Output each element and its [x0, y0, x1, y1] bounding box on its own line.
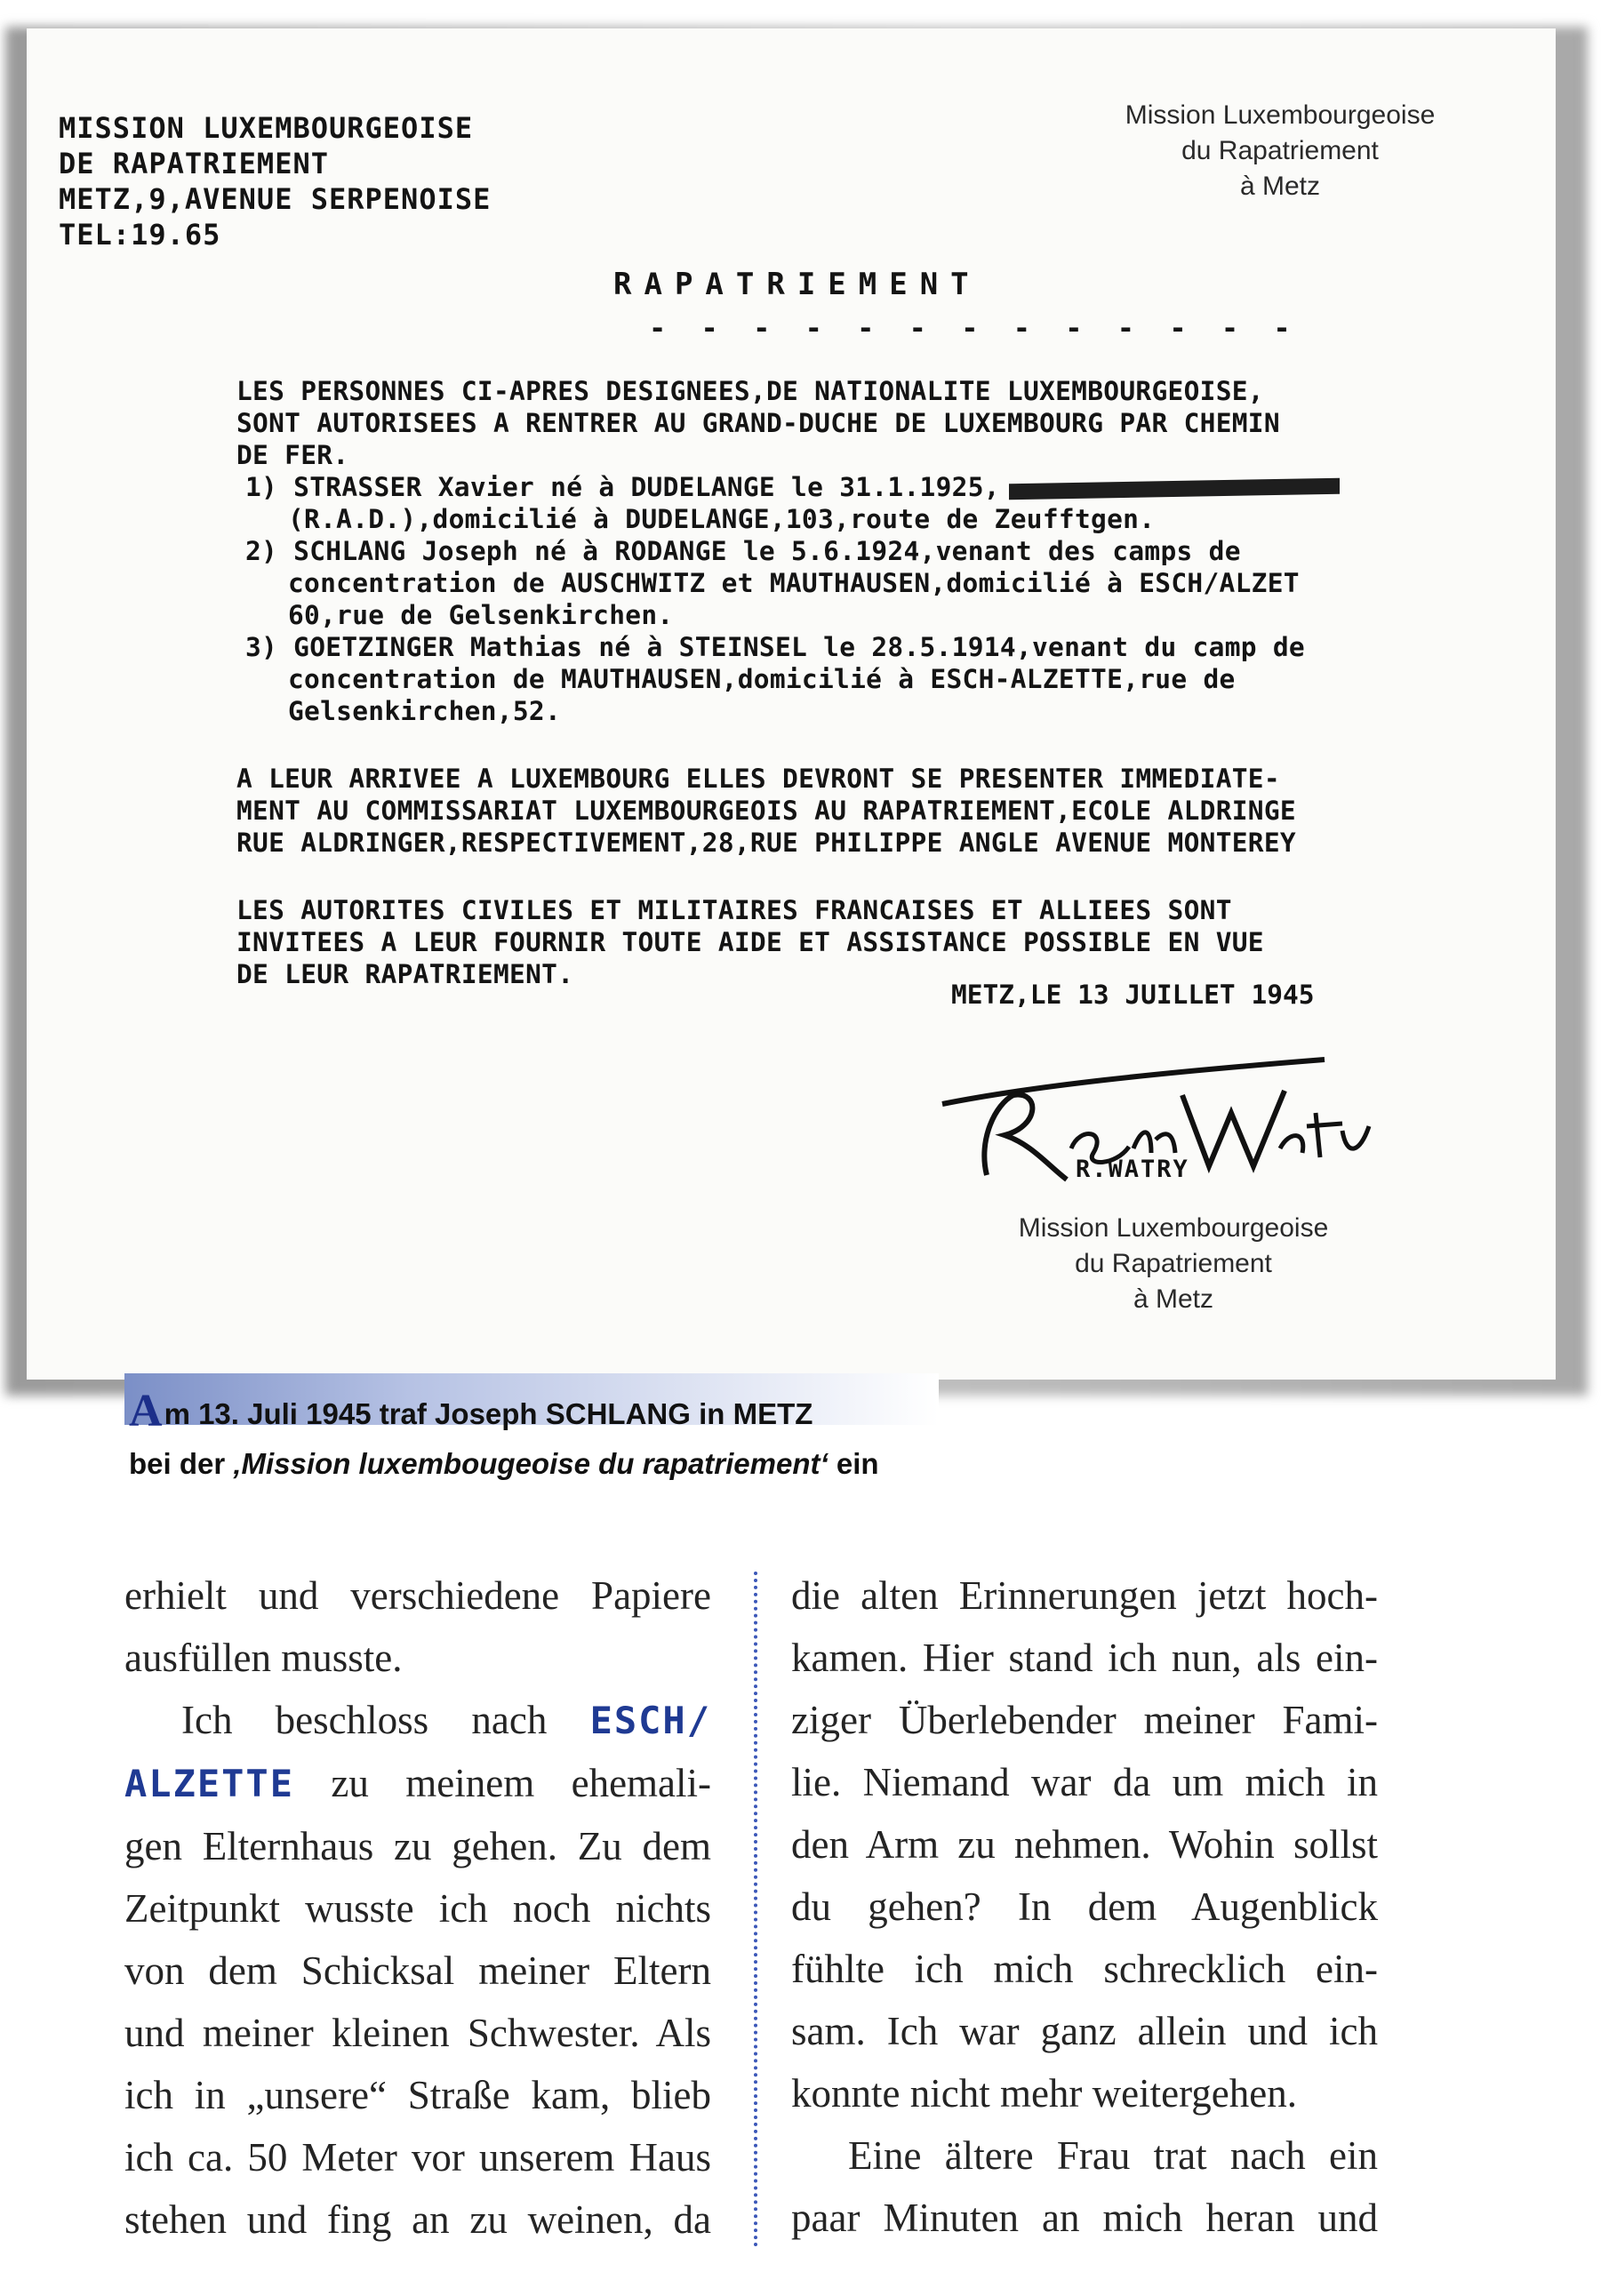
text-line: du gehen? In dem Augenblick — [791, 1884, 1378, 1929]
letterhead-line: MISSION LUXEMBOURGEOISE — [59, 111, 474, 145]
caption-initial: A — [129, 1386, 163, 1436]
stamp-line: à Metz — [1133, 1284, 1214, 1314]
instruction-line: RUE ALDRINGER,RESPECTIVEMENT,28,RUE PHILIPPE ANGLE AVENUE MONTEREY — [236, 828, 1296, 858]
document-body — [236, 375, 1534, 990]
caption-quote: ‚Mission luxembougeoise du rapatriement‘ — [233, 1447, 829, 1480]
person-1-line: (R.A.D.),domicilié à DUDELANGE,103,route de Zeufftgen. — [288, 504, 1156, 534]
authorities-line: LES AUTORITES CIVILES ET MILITAIRES FRANCAISES ET ALLIEES SONT — [236, 895, 1232, 925]
text-line: gen Elternhaus zu gehen. Zu dem — [124, 1824, 711, 1868]
text-line: ziger Überlebender meiner Fami- — [791, 1698, 1378, 1742]
text-fragment: zu meinem ehemali- — [331, 1761, 712, 1805]
instruction-line: MENT AU COMMISSARIAT LUXEMBOURGEOIS AU RAPATRIEMENT,ECOLE ALDRINGE — [236, 796, 1296, 826]
stamp-line: Mission Luxembourgeoise — [1018, 1213, 1329, 1243]
text-line: lie. Niemand war da um mich in — [791, 1760, 1378, 1804]
intro-line: DE FER. — [236, 440, 349, 470]
text-line: ausfüllen musste. — [124, 1636, 403, 1680]
text-line: und meiner kleinen Schwester. Als — [124, 2011, 711, 2055]
person-2-line: 60,rue de Gelsenkirchen. — [288, 600, 674, 630]
caption-line-1 — [129, 1387, 1018, 1439]
text-line: paar Minuten an mich heran und — [791, 2196, 1378, 2240]
place-name: ESCH/ — [589, 1699, 712, 1742]
instruction-line: A LEUR ARRIVEE A LUXEMBOURG ELLES DEVRONT SE PRESENTER IMMEDIATE- — [236, 764, 1280, 794]
caption-text: bei der — [129, 1447, 234, 1480]
text-line: kamen. Hier stand ich nun, als ein- — [791, 1636, 1378, 1680]
text-line: ich in „unsere“ Straße kam, blieb — [124, 2073, 711, 2117]
title-underline: - - - - - - - - - - - - - — [649, 311, 1300, 345]
text-line: die alten Erinnerungen jetzt hoch- — [791, 1573, 1378, 1618]
redaction-bar — [1009, 477, 1340, 499]
stamp-top — [1076, 98, 1485, 204]
repatriation-document — [27, 28, 1556, 1380]
text-line — [124, 1752, 711, 1815]
date-line: METZ,LE 13 JUILLET 1945 — [951, 980, 1315, 1010]
letterhead-line: TEL:19.65 — [59, 218, 221, 252]
text-line: Zeitpunkt wusste ich noch nichts — [124, 1886, 711, 1931]
text-line: ich ca. 50 Meter vor unserem Haus — [124, 2135, 711, 2180]
letterhead-line: METZ,9,AVENUE SERPENOISE — [59, 182, 492, 216]
text-line: stehen und fing an zu weinen, da — [124, 2197, 711, 2242]
text-line: konnte nicht mehr weitergehen. — [791, 2071, 1297, 2116]
letterhead-line: DE RAPATRIEMENT — [59, 147, 329, 180]
text-line: den Arm zu nehmen. Wohin sollst — [791, 1822, 1378, 1867]
person-3-line: 3) GOETZINGER Mathias né à STEINSEL le 28.5.1914,venant du camp de — [245, 632, 1305, 662]
stamp-line: du Rapatriement — [1181, 136, 1379, 165]
text-line — [124, 1689, 711, 1752]
caption-text: ein — [828, 1447, 879, 1480]
article-column-left — [124, 1564, 711, 2251]
text-line: erhielt und verschiedene Papiere — [124, 1573, 711, 1618]
person-2-line: concentration de AUSCHWITZ et MAUTHAUSEN,domicilié à ESCH/ALZET — [288, 568, 1300, 598]
text-line: Eine ältere Frau trat nach ein — [848, 2133, 1378, 2178]
person-1-line — [236, 471, 1534, 503]
letterhead — [59, 110, 491, 252]
authorities-line: DE LEUR RAPATRIEMENT. — [236, 959, 574, 989]
text-line: fühlte ich mich schrecklich ein- — [791, 1947, 1378, 1991]
stamp-line: Mission Luxembourgeoise — [1125, 100, 1436, 130]
person-2-line: 2) SCHLANG Joseph né à RODANGE le 5.6.1924,venant des camps de — [245, 536, 1241, 566]
text-line: sam. Ich war ganz allein und ich — [791, 2009, 1378, 2053]
caption-line-2 — [129, 1439, 1018, 1489]
stamp-bottom — [969, 1211, 1378, 1317]
person-1-text: 1) STRASSER Xavier né à DUDELANGE le 31.1.1925, — [245, 472, 1000, 502]
person-3-line: Gelsenkirchen,52. — [288, 696, 562, 726]
stamp-line: à Metz — [1239, 172, 1321, 201]
article-column-right — [791, 1564, 1378, 2249]
person-3-line: concentration de MAUTHAUSEN,domicilié à ESCH-ALZETTE,rue de — [288, 664, 1236, 694]
place-name: ALZETTE — [124, 1762, 295, 1805]
text-fragment: Ich beschloss nach — [181, 1698, 548, 1742]
intro-line: SONT AUTORISEES A RENTRER AU GRAND-DUCHE DE LUXEMBOURG PAR CHEMIN — [236, 408, 1280, 438]
stamp-line: du Rapatriement — [1075, 1249, 1272, 1278]
figure-caption — [129, 1387, 1018, 1489]
text-line: von dem Schicksal meiner Eltern — [124, 1948, 711, 1993]
column-divider — [754, 1572, 757, 2247]
document-title: RAPATRIEMENT — [613, 267, 981, 302]
signatory-name: R.WATRY — [1076, 1156, 1189, 1183]
authorities-line: INVITEES A LEUR FOURNIR TOUTE AIDE ET ASSISTANCE POSSIBLE EN VUE — [236, 927, 1264, 957]
caption-text: m 13. Juli 1945 traf Joseph SCHLANG in METZ — [164, 1397, 813, 1430]
intro-line: LES PERSONNES CI-APRES DESIGNEES,DE NATIONALITE LUXEMBOURGEOISE, — [236, 376, 1264, 406]
